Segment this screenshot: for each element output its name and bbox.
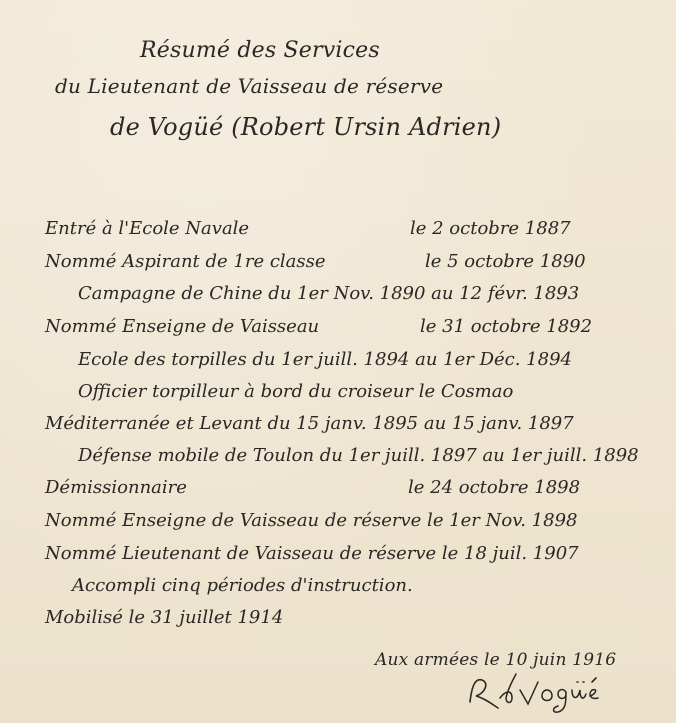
service-entry bbox=[45, 607, 283, 628]
entry-date: le 31 octobre 1892 bbox=[420, 316, 593, 337]
service-entry bbox=[78, 381, 513, 402]
service-entry bbox=[45, 413, 574, 434]
entry-text: Campagne de Chine du 1er Nov. 1890 au 12 févr. 1893 bbox=[78, 283, 580, 304]
service-entry bbox=[45, 316, 593, 337]
entry-text: Mobilisé le 31 juillet 1914 bbox=[45, 607, 284, 628]
document-title: Résumé des Services bbox=[140, 38, 380, 63]
entry-text: Officier torpilleur à bord du croiseur le Cosmao bbox=[78, 381, 514, 402]
entry-text: Défense mobile de Toulon du 1er juill. 1897 au 1er juill. 1898 bbox=[78, 445, 639, 466]
officer-name: de Vogüé (Robert Ursin Adrien) bbox=[110, 113, 502, 141]
document-subtitle: du Lieutenant de Vaisseau de réserve bbox=[55, 74, 444, 98]
entry-text: Démissionnaire bbox=[45, 477, 187, 498]
entry-text: Accompli cinq périodes d'instruction. bbox=[72, 575, 413, 596]
service-entry bbox=[78, 349, 572, 370]
entry-text: Entré à l'Ecole Navale bbox=[45, 218, 250, 239]
entry-date: le 2 octobre 1887 bbox=[410, 218, 571, 239]
service-entry bbox=[45, 543, 579, 564]
entry-text: Nommé Enseigne de Vaisseau bbox=[45, 316, 320, 337]
entry-date: le 5 octobre 1890 bbox=[425, 251, 586, 272]
entry-text: Ecole des torpilles du 1er juill. 1894 au 1er Déc. 1894 bbox=[78, 349, 572, 370]
service-entry bbox=[78, 445, 639, 466]
entry-date: le 24 octobre 1898 bbox=[408, 477, 581, 498]
entry-text: Nommé Enseigne de Vaisseau de réserve le 1er Nov. 1898 bbox=[45, 510, 578, 531]
entry-text: Nommé Lieutenant de Vaisseau de réserve le 18 juil. 1907 bbox=[45, 543, 579, 564]
service-entry bbox=[72, 575, 413, 596]
entry-text: Nommé Aspirant de 1re classe bbox=[45, 251, 326, 272]
service-entry bbox=[78, 283, 579, 304]
service-entry bbox=[45, 510, 578, 531]
signature bbox=[462, 668, 622, 716]
closing-place-date: Aux armées le 10 juin 1916 bbox=[375, 650, 617, 670]
service-entry bbox=[45, 218, 571, 239]
service-entry bbox=[45, 477, 581, 498]
service-entry bbox=[45, 251, 586, 272]
entry-text: Méditerranée et Levant du 15 janv. 1895 au 15 janv. 1897 bbox=[45, 413, 574, 434]
